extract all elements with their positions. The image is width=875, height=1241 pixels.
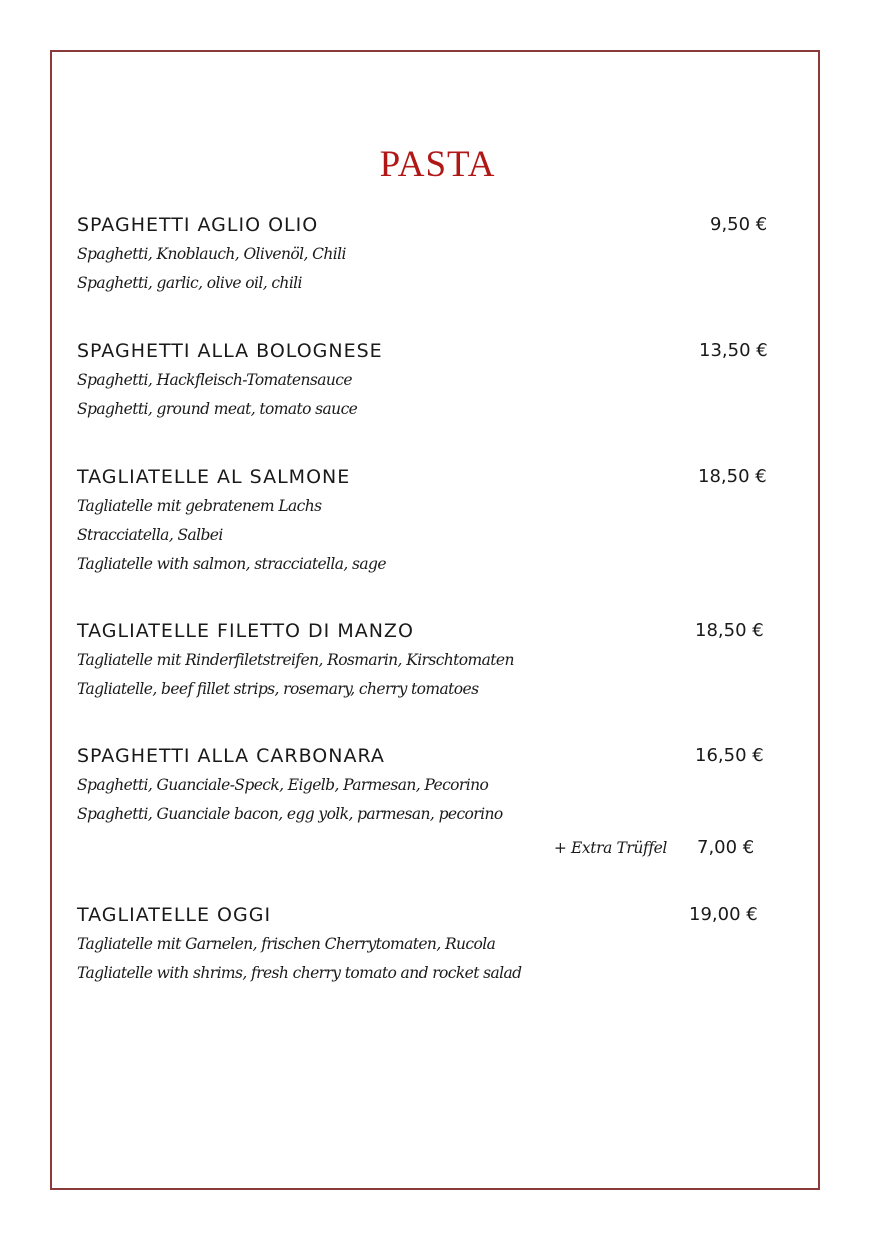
dish-description-de-2: Stracciatella, Salbei	[77, 526, 223, 544]
dish-name: SPAGHETTI ALLA BOLOGNESE	[77, 340, 383, 362]
dish-description-de: Tagliatelle mit Garnelen, frischen Cherrytomaten, Rucola	[77, 935, 496, 953]
dish-description-en: Spaghetti, garlic, olive oil, chili	[77, 274, 302, 292]
page-title: PASTA	[379, 144, 496, 185]
dish-price: 19,00 €	[689, 904, 758, 925]
dish-price: 18,50 €	[698, 466, 767, 487]
dish-description-en: Tagliatelle, beef fillet strips, rosemary, cherry tomatoes	[77, 680, 479, 698]
dish-description-de: Tagliatelle mit Rinderfiletstreifen, Rosmarin, Kirschtomaten	[77, 651, 514, 669]
menu-item-filetto-di-manzo	[77, 616, 777, 704]
menu-item-carbonara	[77, 741, 777, 858]
menu-item-oggi	[77, 900, 777, 988]
dish-price: 13,50 €	[699, 340, 768, 361]
dish-price: 9,50 €	[710, 214, 768, 235]
dish-description-de: Tagliatelle mit gebratenem Lachs	[77, 497, 322, 515]
dish-name: TAGLIATELLE AL SALMONE	[77, 466, 351, 488]
extra-option-row	[77, 833, 777, 863]
dish-description-en: Spaghetti, ground meat, tomato sauce	[77, 400, 358, 418]
menu-item-salmone	[77, 462, 777, 579]
dish-description-de: Spaghetti, Guanciale-Speck, Eigelb, Parmesan, Pecorino	[77, 776, 489, 794]
extra-option-label: + Extra Trüffel	[553, 839, 667, 857]
menu-item-aglio-olio	[77, 210, 777, 298]
dish-description-en: Tagliatelle with salmon, stracciatella, sage	[77, 555, 386, 573]
dish-description-de: Spaghetti, Knoblauch, Olivenöl, Chili	[77, 245, 346, 263]
dish-name: TAGLIATELLE OGGI	[77, 904, 272, 926]
dish-name: SPAGHETTI AGLIO OLIO	[77, 214, 319, 236]
dish-description-en: Spaghetti, Guanciale bacon, egg yolk, parmesan, pecorino	[77, 805, 503, 823]
dish-description-en: Tagliatelle with shrims, fresh cherry tomato and rocket salad	[77, 964, 522, 982]
menu-item-bolognese	[77, 336, 777, 424]
dish-price: 18,50 €	[695, 620, 764, 641]
dish-price: 16,50 €	[695, 745, 764, 766]
dish-name: TAGLIATELLE FILETTO DI MANZO	[77, 620, 414, 642]
dish-name: SPAGHETTI ALLA CARBONARA	[77, 745, 385, 767]
extra-option-price: 7,00 €	[697, 837, 755, 858]
dish-description-de: Spaghetti, Hackfleisch-Tomatensauce	[77, 371, 352, 389]
